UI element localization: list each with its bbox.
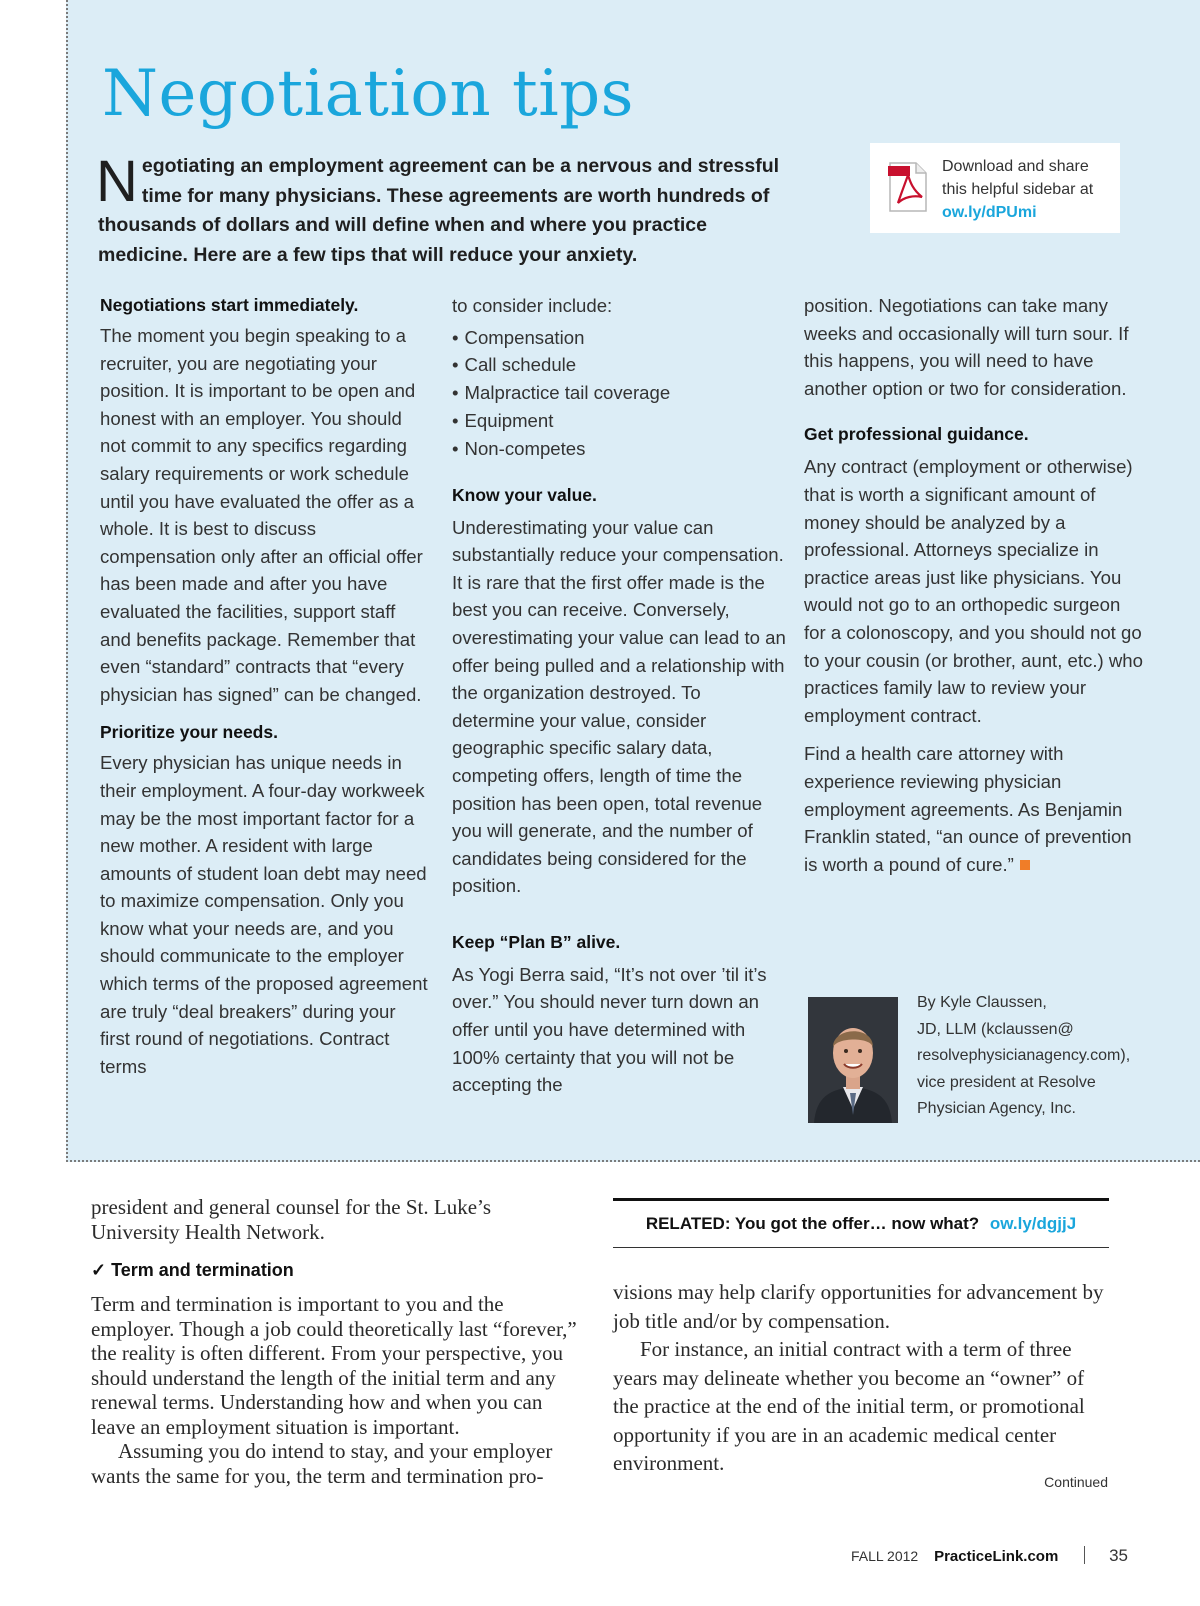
heading-value: Know your value. (452, 484, 597, 505)
paragraph-consider: to consider include: (452, 295, 613, 316)
sidebar-column-3 (804, 292, 1144, 878)
footer-issue: FALL 2012 (850, 1548, 919, 1564)
footer-site[interactable]: PracticeLink.com (934, 1548, 1059, 1565)
paragraph-prioritize: Every physician has unique needs in their employment. A four-day workweek may be the most important factor for a new mother. A resident with large amounts of student loan debt may need to maximize compensation. Only you know what your needs are, and you should communicate to the employer which terms of the proposed agreement are truly “deal breakers” during your first round of negotiations. Contract terms (100, 752, 428, 1077)
related-label: RELATED: You got the offer… now what? (645, 1214, 980, 1233)
download-box (870, 143, 1120, 233)
end-mark-icon (1020, 860, 1030, 870)
checkmark-icon: ✓ (91, 1260, 107, 1280)
terms-list (452, 324, 787, 463)
list-item: • Malpractice tail coverage (452, 382, 671, 404)
author-byline: By Kyle Claussen, JD, LLM (kclaussen@ resolvephysicianagency.com), vice president at Resolve Physician Agency, Inc. (917, 994, 1131, 1117)
paragraph-instance: For instance, an initial contract with a term of three years may delineate whether you become an “owner” of the practice at the end of the initial term, or promotional opportunity if you are in an academic medical center environment. (613, 1337, 1085, 1475)
sidebar-lead (96, 149, 798, 270)
download-link[interactable]: ow.ly/dPUmi (942, 204, 1037, 221)
paragraph-negotiations: The moment you begin speaking to a recruiter, you are negotiating your position. It is important to be open and honest with an employer. You should not commit to any specifics regarding salary requirements or work schedule until you have evaluated the offer as a whole. It is best to discuss compensation only after an official offer has been made and after you have evaluated the facilities, support staff and benefits package. Remember that even “standard” contracts that “every physician has signed” can be changed. (100, 325, 423, 705)
page-footer (851, 1546, 1128, 1567)
body-column-2 (613, 1278, 1108, 1478)
sidebar-column-2 (452, 292, 787, 1099)
heading-negotiations: Negotiations start immediately. (100, 295, 359, 315)
page-number: 35 (1109, 1546, 1128, 1565)
drop-cap: N (96, 149, 138, 214)
lead-text: egotiating an employment agreement can be a nervous and stressful time for many physicians. These agreements are worth hundreds of thousands of dollars and will define when and where you practice medicine. Here are a few tips that will reduce your anxiety. (98, 155, 780, 266)
body-column-1 (91, 1195, 581, 1488)
download-line1: Download and share (942, 158, 1089, 175)
list-item: • Compensation (452, 326, 585, 348)
paragraph-plan-b: As Yogi Berra said, “It’s not over ’til it’s over.” You should never turn down an offer until you have determined with 100% certainty that you will not be accepting the (452, 963, 767, 1096)
author-photo (808, 997, 898, 1123)
heading-guidance: Get professional guidance. (804, 424, 1029, 445)
paragraph-term: Term and termination is important to you and the employer. Though a job could theoretically last “forever,” the reality is often different. From your perspective, you should understand the length of the initial term and any renewal terms. Understanding how and when you can leave an employment situation is important. (91, 1292, 577, 1439)
paragraph-attorney: Find a health care attorney with experience reviewing physician employment agreements. As Benjamin Franklin stated, “an ounce of prevention is worth a pound of cure.” (804, 743, 1132, 875)
list-item: • Call schedule (452, 354, 577, 376)
download-line2: this helpful sidebar at (942, 181, 1094, 198)
sidebar-title: Negotiation tips (102, 57, 634, 131)
related-link-box (613, 1198, 1109, 1248)
sidebar-column-1 (100, 292, 430, 1080)
heading-prioritize: Prioritize your needs. (100, 722, 278, 743)
heading-plan-b: Keep “Plan B” alive. (452, 931, 621, 952)
download-text (942, 155, 1118, 224)
paragraph-position: position. Negotiations can take many weeks and occasionally will turn sour. If this happens, you will need to have another option or two for consideration. (804, 295, 1129, 399)
paragraph-assuming: Assuming you do intend to stay, and your employer wants the same for you, the term and termination pro- (91, 1439, 553, 1488)
list-item: • Equipment (452, 409, 554, 431)
pdf-icon (888, 161, 928, 213)
list-item: • Non-competes (452, 437, 586, 459)
section-heading: ✓ Term and termination (91, 1260, 294, 1280)
footer-divider (1084, 1546, 1085, 1564)
paragraph-visions: visions may help clarify opportunities for advancement by job title and/or by compensation. (613, 1280, 1104, 1333)
related-link[interactable]: ow.ly/dgjjJ (989, 1214, 1077, 1233)
paragraph-counsel: president and general counsel for the St. Luke’s University Health Network. (91, 1195, 492, 1244)
paragraph-value: Underestimating your value can substantially reduce your compensation. It is rare that the first offer made is the best you can receive. Conversely, overestimating your value can lead to an offer being pulled and a relationship with the organization destroyed. To determine your value, consider geographic specific salary data, competing offers, length of time the position has been open, total revenue you will generate, and the number of candidates being considered for the position. (452, 516, 786, 897)
continued-label: Continued (1044, 1474, 1108, 1490)
paragraph-guidance: Any contract (employment or otherwise) that is worth a significant amount of money should be analyzed by a professional. Attorneys specialize in practice areas just like physicians. You would not go to an orthopedic surgeon for a colonoscopy, and you should not go to your cousin (or brother, aunt, etc.) who practices family law to review your employment contract. (804, 456, 1143, 726)
